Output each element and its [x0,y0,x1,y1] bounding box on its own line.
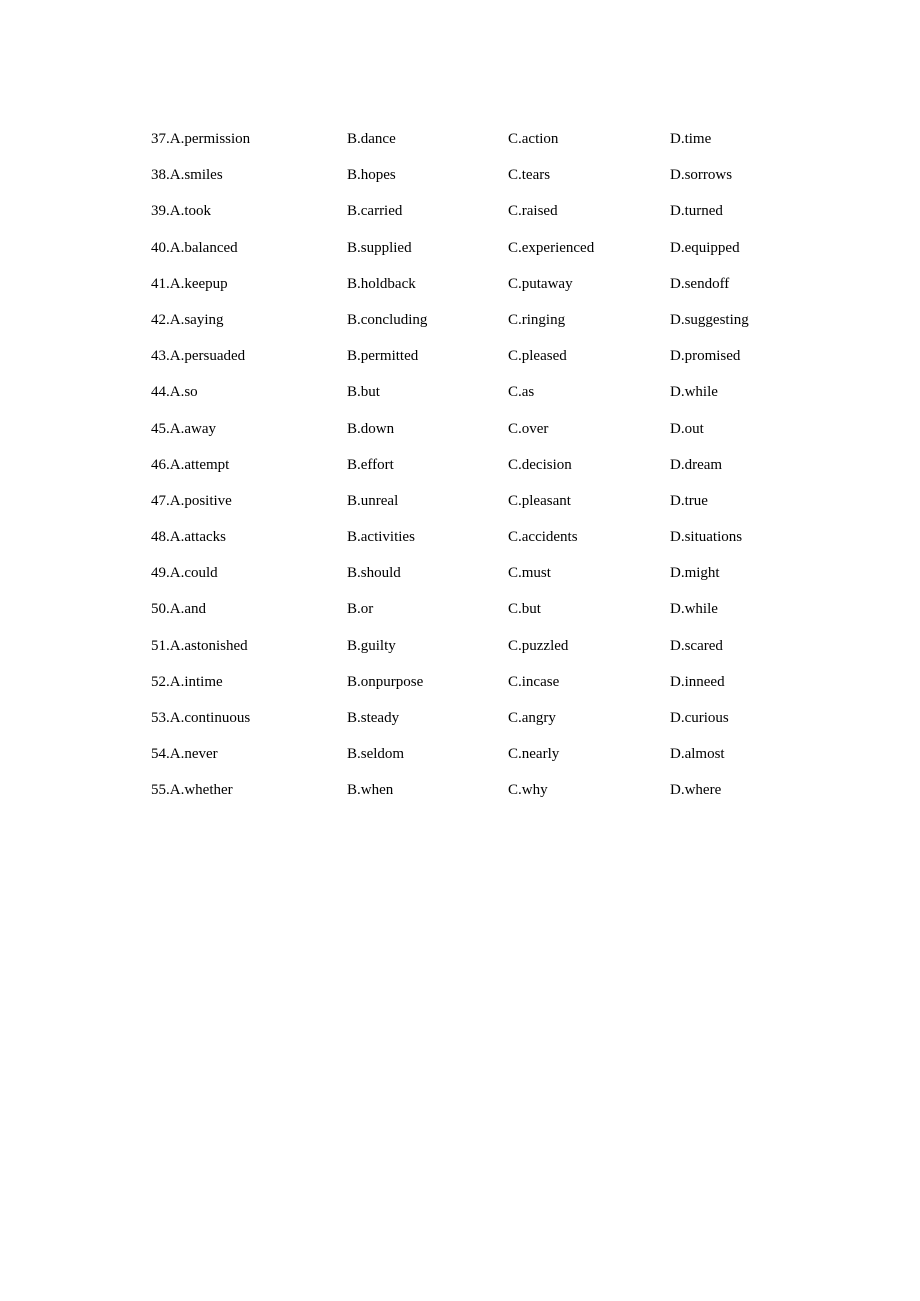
option-c: C.puzzled [508,637,569,654]
question-row [151,526,791,562]
option-c: C.must [508,565,551,582]
option-c: C.raised [508,203,558,220]
option-d: D.true [670,492,708,509]
question-row [151,671,791,707]
option-b: B.seldom [347,746,405,763]
option-b: B.concluding [347,311,428,328]
option-a: 55.A.whether [151,782,233,799]
option-b: B.activities [347,529,415,546]
option-a: 40.A.balanced [151,239,238,256]
option-b: B.down [347,420,395,437]
option-b: B.should [347,565,401,582]
option-a: 45.A.away [151,420,216,437]
option-a: 53.A.continuous [151,710,251,726]
question-row [151,743,791,779]
option-c: C.putaway [508,275,573,292]
question-row [151,490,791,526]
option-b: B.steady [347,710,400,726]
option-a: 52.A.intime [151,673,223,690]
option-c: C.tears [508,167,551,184]
question-row [151,562,791,598]
option-d: D.sorrows [670,167,733,184]
option-d: D.time [670,131,712,147]
question-row [151,345,791,381]
question-row [151,779,791,815]
option-b: B.or [347,601,374,618]
answer-options-table [151,128,791,816]
option-c: C.action [508,131,559,147]
option-a: 46.A.attempt [151,456,230,473]
option-b: B.but [347,384,380,401]
question-row [151,418,791,454]
option-d: D.inneed [670,673,725,690]
option-d: D.dream [670,456,723,473]
option-d: D.while [670,384,718,401]
option-a: 49.A.could [151,565,218,582]
option-d: D.where [670,782,722,799]
option-c: C.accidents [508,529,578,546]
question-row [151,128,791,164]
option-b: B.guilty [347,637,396,654]
question-row [151,635,791,671]
option-d: D.turned [670,203,723,220]
option-c: C.nearly [508,746,560,763]
option-c: C.angry [508,710,556,726]
option-a: 51.A.astonished [151,637,248,654]
question-row [151,309,791,345]
option-a: 37.A.permission [151,131,251,147]
option-a: 42.A.saying [151,311,224,328]
option-d: D.sendoff [670,275,730,292]
question-row [151,454,791,490]
question-row [151,164,791,200]
option-c: C.but [508,601,541,618]
option-a: 41.A.keepup [151,275,228,292]
question-row [151,707,791,743]
option-a: 44.A.so [151,384,198,401]
option-c: C.ringing [508,311,566,328]
option-b: B.dance [347,131,396,147]
option-b: B.when [347,782,394,799]
option-b: B.carried [347,203,403,220]
question-row [151,381,791,417]
option-a: 47.A.positive [151,492,232,509]
option-d: D.equipped [670,239,740,256]
option-d: D.out [670,420,704,437]
option-c: C.experienced [508,239,595,256]
option-b: B.unreal [347,492,399,509]
question-row [151,273,791,309]
option-c: C.decision [508,456,572,473]
option-d: D.curious [670,710,729,726]
option-c: C.over [508,420,549,437]
option-c: C.incase [508,673,560,690]
option-a: 38.A.smiles [151,167,223,184]
option-c: C.pleased [508,348,567,365]
option-a: 43.A.persuaded [151,348,246,365]
question-row [151,200,791,236]
option-a: 48.A.attacks [151,529,226,546]
option-a: 54.A.never [151,746,218,763]
option-a: 50.A.and [151,601,206,618]
option-d: D.might [670,565,720,582]
option-b: B.supplied [347,239,412,256]
option-c: C.as [508,384,535,401]
option-d: D.scared [670,637,723,654]
option-c: C.why [508,782,548,799]
option-d: D.situations [670,529,743,546]
option-d: D.while [670,601,718,618]
option-b: B.effort [347,456,394,473]
option-b: B.hopes [347,167,396,184]
option-b: B.holdback [347,275,416,292]
option-b: B.onpurpose [347,673,424,690]
question-row [151,237,791,273]
option-d: D.almost [670,746,725,763]
option-d: D.suggesting [670,311,749,328]
question-row [151,598,791,634]
option-a: 39.A.took [151,203,211,220]
option-d: D.promised [670,348,741,365]
option-b: B.permitted [347,348,419,365]
option-c: C.pleasant [508,492,571,509]
